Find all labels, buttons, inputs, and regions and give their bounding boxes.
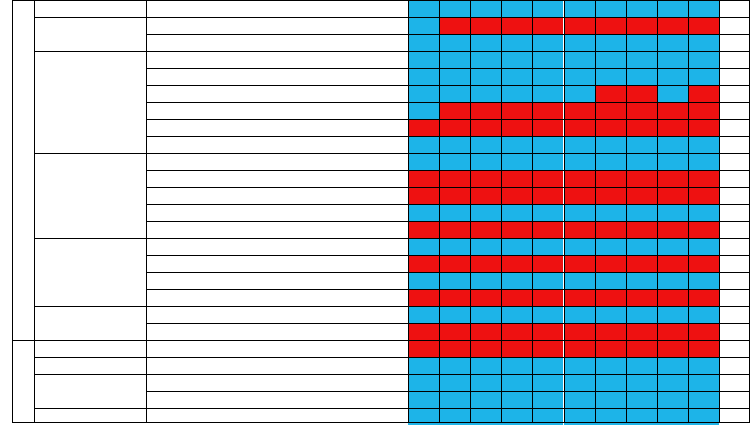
status-cell [564,136,595,153]
status-cell [564,68,595,85]
status-cell [595,68,626,85]
grid-line [34,238,146,239]
grid-line [146,153,750,154]
status-cell [408,0,439,17]
grid-line [34,0,146,1]
status-cell [439,374,470,391]
status-cell [688,391,719,408]
grid-line [719,0,720,423]
status-cell [657,85,688,102]
status-cell [657,136,688,153]
status-cell [532,238,563,255]
status-cell [688,34,719,51]
status-cell [595,238,626,255]
status-cell [470,221,501,238]
status-cell [688,272,719,289]
status-cell [657,238,688,255]
status-cell [470,0,501,17]
status-cell [657,204,688,221]
grid-line [146,187,750,188]
grid-line [532,0,533,423]
status-cell [439,323,470,340]
grid-line [146,408,750,409]
status-cell [470,153,501,170]
status-cell [532,102,563,119]
grid-line [146,374,750,375]
status-cell [595,204,626,221]
status-cell [501,238,532,255]
status-cell [688,204,719,221]
status-cell [657,357,688,374]
status-cell [532,187,563,204]
status-cell [408,204,439,221]
status-cell [657,187,688,204]
municipality-label [16,340,30,425]
status-cell [657,0,688,17]
status-cell [595,272,626,289]
status-cell [657,170,688,187]
status-cell [408,391,439,408]
status-cell [688,17,719,34]
status-cell [439,255,470,272]
status-cell [439,306,470,323]
status-cell [532,51,563,68]
status-cell [439,85,470,102]
status-cell [595,255,626,272]
status-cell [439,17,470,34]
grid-line [146,391,750,392]
status-cell [501,170,532,187]
status-cell [626,357,657,374]
status-cell [439,68,470,85]
status-cell [439,204,470,221]
status-cell [688,374,719,391]
grid-line [34,306,146,307]
grid-line [146,221,750,222]
status-cell [595,306,626,323]
status-cell [564,221,595,238]
status-cell [564,272,595,289]
status-cell [470,340,501,357]
status-cell [532,85,563,102]
grid-line [146,306,750,307]
status-cell [626,187,657,204]
status-cell [564,340,595,357]
status-cell [501,17,532,34]
status-cell [532,136,563,153]
grid-line [34,51,146,52]
status-cell [626,391,657,408]
grid-line [146,340,750,341]
status-cell [595,102,626,119]
status-cell [595,187,626,204]
status-cell [470,102,501,119]
status-cell [626,34,657,51]
status-cell [595,153,626,170]
status-cell [439,153,470,170]
status-cell [408,51,439,68]
status-cell [501,85,532,102]
status-cell [532,289,563,306]
status-cell [564,119,595,136]
grid-line [146,272,750,273]
status-cell [501,221,532,238]
status-cell [408,238,439,255]
status-cell [688,187,719,204]
status-cell [532,153,563,170]
status-cell [532,391,563,408]
grid-line [688,0,689,423]
status-cell [532,306,563,323]
grid-line [146,357,750,358]
status-cell [564,357,595,374]
status-cell [626,136,657,153]
grid-line [12,0,13,423]
status-cell [626,153,657,170]
status-cell [564,170,595,187]
status-cell [626,289,657,306]
status-cell [439,391,470,408]
status-cell [626,17,657,34]
status-cell [595,17,626,34]
status-cell [408,187,439,204]
status-cell [408,323,439,340]
grid-line [146,289,750,290]
status-cell [688,238,719,255]
status-cell [595,221,626,238]
grid-line [12,340,34,341]
status-cell [501,204,532,221]
status-cell [439,221,470,238]
status-cell [470,68,501,85]
status-cell [626,255,657,272]
status-cell [470,34,501,51]
status-cell [626,85,657,102]
status-cell [470,306,501,323]
status-cell [657,34,688,51]
status-cell [688,306,719,323]
status-cell [439,272,470,289]
status-cell [501,306,532,323]
status-cell [439,0,470,17]
status-cell [595,374,626,391]
status-cell [501,357,532,374]
status-cell [564,85,595,102]
status-cell [501,153,532,170]
status-cell [688,136,719,153]
status-cell [626,51,657,68]
status-cell [501,102,532,119]
grid-line [34,153,146,154]
grid-line [146,170,750,171]
status-cell [564,153,595,170]
status-cell [439,51,470,68]
status-cell [501,187,532,204]
status-cell [408,85,439,102]
status-cell [657,153,688,170]
status-cell [470,85,501,102]
status-cell [564,306,595,323]
status-cell [564,102,595,119]
grid-line [146,85,750,86]
status-cell [626,102,657,119]
status-cell [439,187,470,204]
status-cell [626,238,657,255]
status-cell [470,255,501,272]
status-cell [408,17,439,34]
status-cell [626,323,657,340]
status-cell [532,0,563,17]
status-cell [470,289,501,306]
status-cell [688,340,719,357]
status-cell [470,51,501,68]
status-cell [626,306,657,323]
status-cell [439,170,470,187]
grid-line [146,204,750,205]
status-cell [532,221,563,238]
status-cell [470,323,501,340]
status-cell [595,136,626,153]
status-cell [470,272,501,289]
status-cell [439,119,470,136]
status-cell [626,119,657,136]
status-cell [688,357,719,374]
grid-line [626,0,627,423]
status-cell [470,119,501,136]
status-cell [439,34,470,51]
grid-line [34,17,146,18]
status-cell [564,289,595,306]
status-cell [564,0,595,17]
status-cell [564,51,595,68]
status-cell [501,0,532,17]
grid-line [146,119,750,120]
status-cell [501,255,532,272]
status-cell [657,17,688,34]
status-cell [439,340,470,357]
status-cell [408,68,439,85]
grid-line [146,17,750,18]
status-cell [532,17,563,34]
status-cell [595,85,626,102]
status-cell [626,221,657,238]
status-cell [657,374,688,391]
status-cell [439,289,470,306]
status-cell [657,119,688,136]
status-cell [470,17,501,34]
status-cell [657,289,688,306]
grid-line [146,102,750,103]
status-cell [626,204,657,221]
status-cell [657,102,688,119]
status-cell [688,85,719,102]
status-cell [595,289,626,306]
status-cell [532,170,563,187]
status-cell [532,323,563,340]
grid-line [146,68,750,69]
grid-line [146,34,750,35]
status-cell [439,136,470,153]
grid-line [34,374,146,375]
status-cell [470,238,501,255]
status-cell [470,374,501,391]
status-cell [408,255,439,272]
status-cell [532,255,563,272]
status-cell [408,221,439,238]
status-cell [408,374,439,391]
status-cell [688,119,719,136]
status-cell [595,119,626,136]
status-cell [439,357,470,374]
grid-line [595,0,596,423]
status-cell [688,289,719,306]
status-cell [688,0,719,17]
status-cell [408,170,439,187]
grid-line [34,357,146,358]
grid-line [146,238,750,239]
status-cell [408,340,439,357]
status-cell [408,306,439,323]
status-cell [408,153,439,170]
status-cell [688,51,719,68]
status-cell [470,170,501,187]
status-cell [595,170,626,187]
status-cell [501,68,532,85]
status-cell [532,119,563,136]
status-cell [501,51,532,68]
status-cell [408,102,439,119]
status-cell [408,357,439,374]
grid-line [12,0,34,1]
status-cell [501,136,532,153]
grid-line [146,51,750,52]
status-cell [532,204,563,221]
status-cell [532,34,563,51]
status-cell [470,187,501,204]
grid-line [146,323,750,324]
status-cell [688,153,719,170]
status-cell [564,255,595,272]
status-cell [626,68,657,85]
status-cell [657,221,688,238]
status-cell [532,272,563,289]
status-cell [595,391,626,408]
status-cell [501,323,532,340]
status-cell [439,238,470,255]
status-cell [688,221,719,238]
status-cell [595,34,626,51]
status-cell [657,255,688,272]
status-cell [470,357,501,374]
status-cell [564,187,595,204]
status-cell [501,272,532,289]
grid-line [501,0,502,423]
status-cell [564,391,595,408]
status-cell [501,289,532,306]
status-cell [657,306,688,323]
status-cell [532,357,563,374]
status-cell [657,68,688,85]
status-cell [626,340,657,357]
grid-line [146,0,750,1]
status-cell [439,102,470,119]
municipality-label [16,0,30,340]
status-cell [564,323,595,340]
status-cell [501,374,532,391]
status-cell [657,323,688,340]
status-cell [626,374,657,391]
grid-line [34,408,146,409]
status-cell [408,272,439,289]
status-cell [688,255,719,272]
status-cell [626,272,657,289]
status-cell [470,136,501,153]
grid-line [34,340,146,341]
status-cell [657,391,688,408]
status-cell [532,374,563,391]
status-cell [532,340,563,357]
status-cell [626,0,657,17]
grid-line [564,0,565,423]
status-cell [595,0,626,17]
status-cell [657,340,688,357]
status-cell [408,34,439,51]
grid-line [439,0,440,423]
status-cell [501,391,532,408]
status-cell [564,34,595,51]
status-cell [564,204,595,221]
status-cell [501,340,532,357]
status-cell [657,51,688,68]
status-cell [595,340,626,357]
status-cell [408,136,439,153]
status-cell [501,119,532,136]
grid-line [408,0,409,423]
status-cell [657,272,688,289]
status-cell [564,17,595,34]
grid-line [146,0,147,423]
status-cell [564,374,595,391]
status-cell [595,51,626,68]
status-cell [595,357,626,374]
grid-line [34,0,35,423]
grid-line [470,0,471,423]
status-cell [408,119,439,136]
status-cell [532,68,563,85]
status-cell [470,204,501,221]
status-cell [408,289,439,306]
grid-line [146,136,750,137]
status-cell [688,170,719,187]
grid-line [657,0,658,423]
grid-line [146,255,750,256]
status-cell [470,391,501,408]
status-cell [688,323,719,340]
status-cell [626,170,657,187]
status-cell [501,34,532,51]
status-cell [688,102,719,119]
status-cell [595,323,626,340]
status-cell [688,68,719,85]
status-cell [564,238,595,255]
